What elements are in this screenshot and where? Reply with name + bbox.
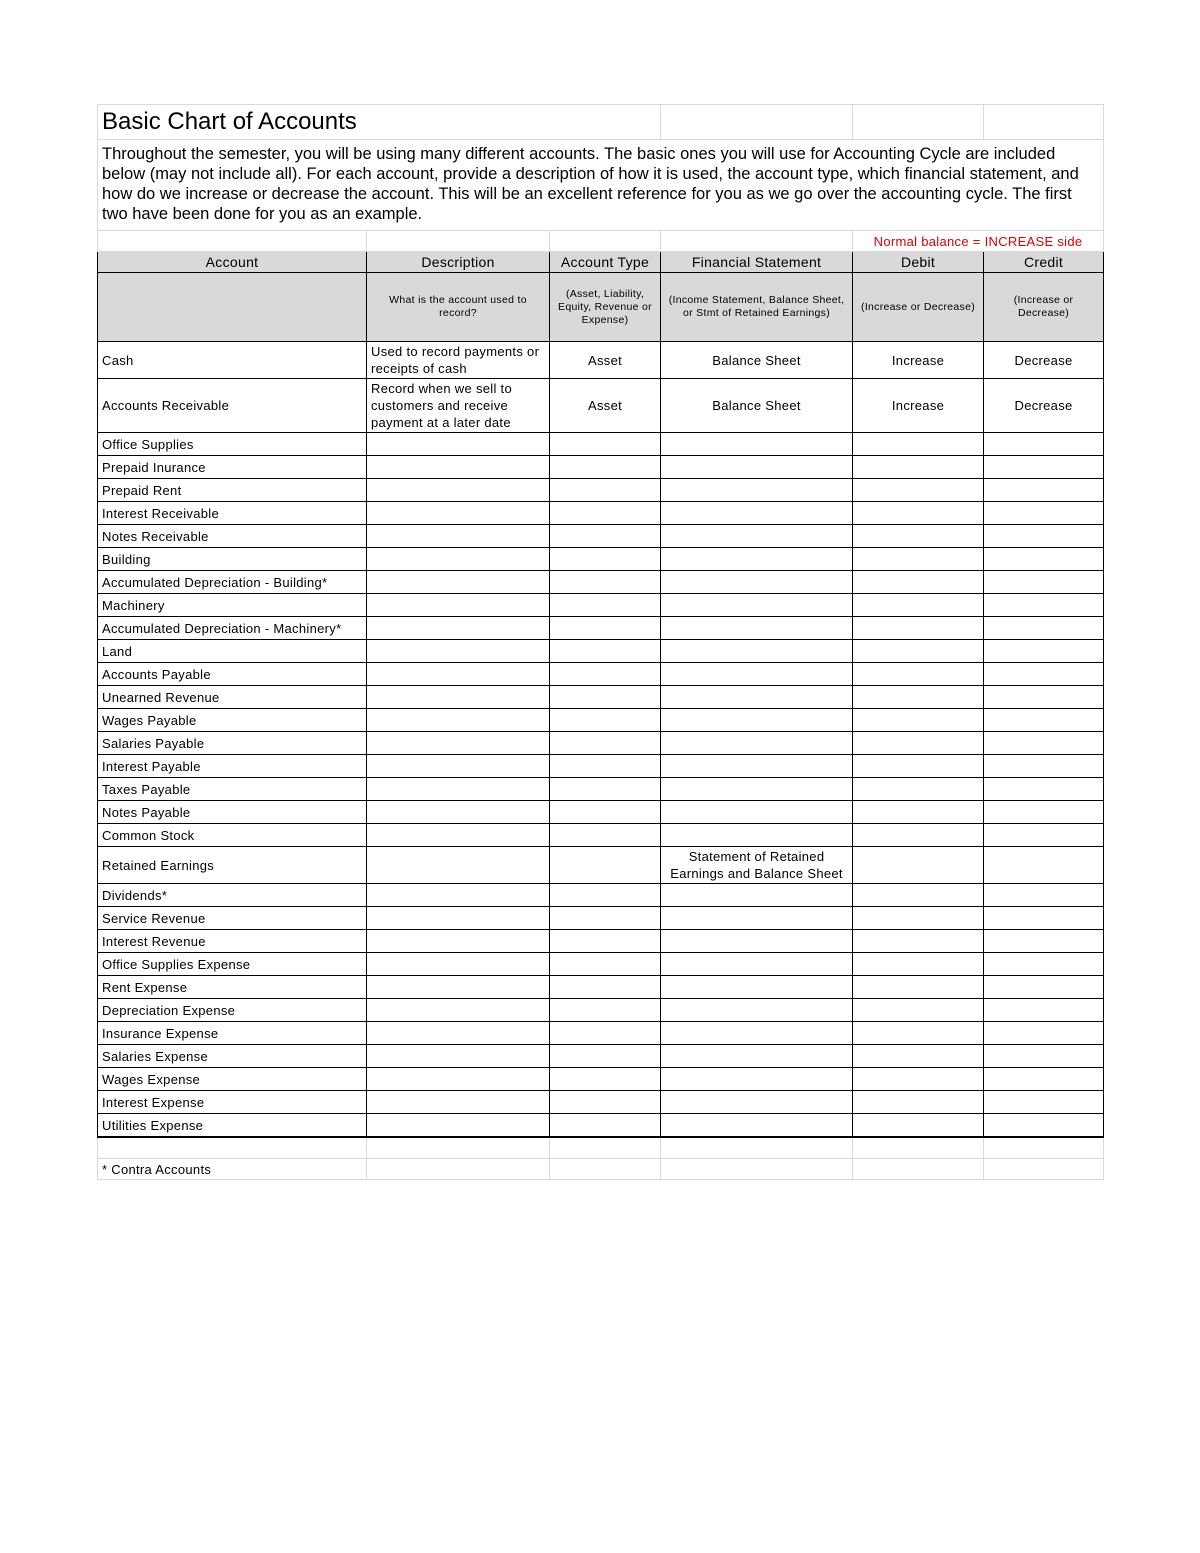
account-name-cell: Land [98, 640, 367, 663]
credit-cell[interactable] [984, 976, 1104, 999]
description-cell[interactable] [367, 640, 550, 663]
account-name-cell: Interest Expense [98, 1091, 367, 1114]
table-row [98, 1045, 1104, 1068]
account-type-cell[interactable] [550, 548, 661, 571]
account-type-cell[interactable] [550, 686, 661, 709]
account-name-cell: Retained Earnings [98, 847, 367, 884]
credit-cell[interactable] [984, 1045, 1104, 1068]
account-name-cell: Prepaid Inurance [98, 456, 367, 479]
debit-cell[interactable] [853, 884, 984, 907]
chart-of-accounts-sheet [97, 104, 1103, 1180]
account-type-cell[interactable] [550, 953, 661, 976]
debit-cell[interactable] [853, 953, 984, 976]
page-title: Basic Chart of Accounts [98, 105, 661, 140]
debit-cell[interactable] [853, 930, 984, 953]
account-type-cell[interactable] [550, 824, 661, 847]
account-name-cell: Interest Payable [98, 755, 367, 778]
credit-cell[interactable] [984, 732, 1104, 755]
credit-cell[interactable] [984, 778, 1104, 801]
account-name-cell: Taxes Payable [98, 778, 367, 801]
table-row [98, 1068, 1104, 1091]
credit-cell[interactable] [984, 709, 1104, 732]
debit-cell[interactable] [853, 548, 984, 571]
description-cell[interactable] [367, 594, 550, 617]
account-type-cell[interactable] [550, 1045, 661, 1068]
account-name-cell: Rent Expense [98, 976, 367, 999]
empty-cell [661, 231, 853, 252]
description-cell[interactable] [367, 824, 550, 847]
empty-cell [550, 1137, 661, 1159]
description-cell[interactable] [367, 976, 550, 999]
credit-cell[interactable]: Decrease [984, 342, 1104, 379]
table-row [98, 999, 1104, 1022]
account-type-cell[interactable] [550, 847, 661, 884]
table-row [98, 617, 1104, 640]
debit-cell[interactable] [853, 755, 984, 778]
financial-statement-cell[interactable] [661, 1091, 853, 1114]
account-name-cell: Interest Receivable [98, 502, 367, 525]
table-row [98, 930, 1104, 953]
credit-cell[interactable] [984, 847, 1104, 884]
description-cell[interactable] [367, 884, 550, 907]
credit-cell[interactable] [984, 594, 1104, 617]
debit-cell[interactable] [853, 617, 984, 640]
account-type-cell[interactable] [550, 1091, 661, 1114]
credit-cell[interactable] [984, 824, 1104, 847]
debit-cell[interactable]: Increase [853, 379, 984, 433]
normal-balance-note: Normal balance = INCREASE side [853, 231, 1104, 252]
account-name-cell: Wages Expense [98, 1068, 367, 1091]
financial-statement-cell[interactable] [661, 571, 853, 594]
header-credit: Credit [984, 252, 1104, 273]
account-name-cell: Accounts Receivable [98, 379, 367, 433]
description-cell[interactable] [367, 778, 550, 801]
description-cell[interactable] [367, 847, 550, 884]
debit-cell[interactable] [853, 640, 984, 663]
account-type-cell[interactable] [550, 907, 661, 930]
header-debit: Debit [853, 252, 984, 273]
description-cell[interactable] [367, 999, 550, 1022]
empty-cell [984, 1137, 1104, 1159]
debit-cell[interactable] [853, 1068, 984, 1091]
chart-of-accounts-table [97, 104, 1104, 1180]
account-type-cell[interactable] [550, 999, 661, 1022]
subheader-debit: (Increase or Decrease) [853, 273, 984, 342]
table-row [98, 456, 1104, 479]
account-type-cell[interactable] [550, 640, 661, 663]
financial-statement-cell[interactable] [661, 755, 853, 778]
header-row [98, 252, 1104, 273]
account-name-cell: Building [98, 548, 367, 571]
table-row [98, 479, 1104, 502]
account-name-cell: Accounts Payable [98, 663, 367, 686]
empty-cell [98, 231, 367, 252]
account-name-cell: Notes Receivable [98, 525, 367, 548]
account-name-cell: Notes Payable [98, 801, 367, 824]
credit-cell[interactable] [984, 1091, 1104, 1114]
account-type-cell[interactable] [550, 755, 661, 778]
debit-cell[interactable] [853, 686, 984, 709]
description-cell[interactable] [367, 732, 550, 755]
table-row [98, 778, 1104, 801]
table-row [98, 663, 1104, 686]
debit-cell[interactable] [853, 1045, 984, 1068]
table-row [98, 1022, 1104, 1045]
credit-cell[interactable] [984, 571, 1104, 594]
financial-statement-cell[interactable] [661, 433, 853, 456]
account-type-cell[interactable] [550, 801, 661, 824]
account-type-cell[interactable] [550, 1068, 661, 1091]
table-row [98, 1091, 1104, 1114]
account-name-cell: Dividends* [98, 884, 367, 907]
account-type-cell[interactable]: Asset [550, 342, 661, 379]
account-name-cell: Unearned Revenue [98, 686, 367, 709]
description-cell[interactable] [367, 525, 550, 548]
table-row [98, 755, 1104, 778]
credit-cell[interactable] [984, 502, 1104, 525]
debit-cell[interactable] [853, 1091, 984, 1114]
financial-statement-cell[interactable] [661, 732, 853, 755]
financial-statement-cell[interactable] [661, 456, 853, 479]
account-type-cell[interactable] [550, 663, 661, 686]
financial-statement-cell[interactable] [661, 1045, 853, 1068]
description-cell[interactable] [367, 1045, 550, 1068]
empty-cell [661, 1159, 853, 1180]
financial-statement-cell[interactable] [661, 953, 853, 976]
credit-cell[interactable] [984, 953, 1104, 976]
debit-cell[interactable] [853, 824, 984, 847]
debit-cell[interactable] [853, 571, 984, 594]
account-type-cell[interactable] [550, 502, 661, 525]
description-cell[interactable] [367, 456, 550, 479]
credit-cell[interactable] [984, 801, 1104, 824]
debit-cell[interactable] [853, 502, 984, 525]
account-name-cell: Cash [98, 342, 367, 379]
table-row [98, 379, 1104, 433]
credit-cell[interactable] [984, 479, 1104, 502]
table-row [98, 525, 1104, 548]
empty-cell [853, 1137, 984, 1159]
description-cell[interactable] [367, 1114, 550, 1138]
description-cell[interactable] [367, 907, 550, 930]
financial-statement-cell[interactable] [661, 824, 853, 847]
account-name-cell: Interest Revenue [98, 930, 367, 953]
table-row [98, 502, 1104, 525]
account-type-cell[interactable] [550, 930, 661, 953]
account-name-cell: Office Supplies Expense [98, 953, 367, 976]
table-row [98, 884, 1104, 907]
credit-cell[interactable] [984, 663, 1104, 686]
description-cell[interactable] [367, 1091, 550, 1114]
debit-cell[interactable] [853, 999, 984, 1022]
account-type-cell[interactable] [550, 456, 661, 479]
description-cell[interactable] [367, 1022, 550, 1045]
financial-statement-cell[interactable] [661, 999, 853, 1022]
financial-statement-cell[interactable] [661, 1068, 853, 1091]
table-row [98, 640, 1104, 663]
description-cell[interactable] [367, 801, 550, 824]
account-type-cell[interactable] [550, 778, 661, 801]
debit-cell[interactable] [853, 1114, 984, 1138]
financial-statement-cell[interactable] [661, 663, 853, 686]
debit-cell[interactable] [853, 778, 984, 801]
subheader-row [98, 273, 1104, 342]
financial-statement-cell[interactable] [661, 907, 853, 930]
debit-cell[interactable] [853, 709, 984, 732]
financial-statement-cell[interactable] [661, 778, 853, 801]
account-name-cell: Common Stock [98, 824, 367, 847]
financial-statement-cell[interactable] [661, 617, 853, 640]
description-cell[interactable] [367, 709, 550, 732]
debit-cell[interactable] [853, 907, 984, 930]
financial-statement-cell[interactable] [661, 594, 853, 617]
header-description: Description [367, 252, 550, 273]
account-name-cell: Wages Payable [98, 709, 367, 732]
financial-statement-cell[interactable]: Statement of Retained Earnings and Balance Sheet [661, 847, 853, 884]
debit-cell[interactable] [853, 479, 984, 502]
subheader-financial-statement: (Income Statement, Balance Sheet, or Stmt of Retained Earnings) [661, 273, 853, 342]
account-name-cell: Salaries Payable [98, 732, 367, 755]
description-cell[interactable] [367, 1068, 550, 1091]
account-name-cell: Accumulated Depreciation - Building* [98, 571, 367, 594]
debit-cell[interactable] [853, 433, 984, 456]
subheader-account-type: (Asset, Liability, Equity, Revenue or Expense) [550, 273, 661, 342]
credit-cell[interactable]: Decrease [984, 379, 1104, 433]
account-type-cell[interactable] [550, 433, 661, 456]
empty-cell [984, 1159, 1104, 1180]
footnote: * Contra Accounts [98, 1159, 367, 1180]
header-account-type: Account Type [550, 252, 661, 273]
financial-statement-cell[interactable] [661, 479, 853, 502]
table-row [98, 953, 1104, 976]
account-type-cell[interactable]: Asset [550, 379, 661, 433]
account-name-cell: Service Revenue [98, 907, 367, 930]
account-type-cell[interactable] [550, 884, 661, 907]
financial-statement-cell[interactable] [661, 976, 853, 999]
description-cell[interactable] [367, 433, 550, 456]
account-name-cell: Office Supplies [98, 433, 367, 456]
table-row [98, 342, 1104, 379]
description-cell[interactable] [367, 663, 550, 686]
table-row [98, 594, 1104, 617]
account-type-cell[interactable] [550, 1114, 661, 1138]
description-cell[interactable] [367, 571, 550, 594]
account-type-cell[interactable] [550, 571, 661, 594]
credit-cell[interactable] [984, 456, 1104, 479]
empty-cell [984, 105, 1104, 140]
account-type-cell[interactable] [550, 976, 661, 999]
debit-cell[interactable] [853, 1022, 984, 1045]
table-row [98, 686, 1104, 709]
description-cell[interactable] [367, 502, 550, 525]
table-row [98, 548, 1104, 571]
financial-statement-cell[interactable] [661, 502, 853, 525]
empty-cell [367, 1137, 550, 1159]
account-type-cell[interactable] [550, 617, 661, 640]
header-financial-statement: Financial Statement [661, 252, 853, 273]
empty-cell [853, 105, 984, 140]
credit-cell[interactable] [984, 1022, 1104, 1045]
table-row [98, 709, 1104, 732]
subheader-account [98, 273, 367, 342]
financial-statement-cell[interactable] [661, 1022, 853, 1045]
empty-cell [661, 1137, 853, 1159]
debit-cell[interactable] [853, 525, 984, 548]
credit-cell[interactable] [984, 930, 1104, 953]
description-cell[interactable]: Used to record payments or receipts of cash [367, 342, 550, 379]
account-name-cell: Accumulated Depreciation - Machinery* [98, 617, 367, 640]
credit-cell[interactable] [984, 1068, 1104, 1091]
table-row [98, 907, 1104, 930]
description-cell[interactable] [367, 755, 550, 778]
credit-cell[interactable] [984, 1114, 1104, 1138]
description-cell[interactable] [367, 930, 550, 953]
empty-cell [550, 1159, 661, 1180]
credit-cell[interactable] [984, 755, 1104, 778]
account-name-cell: Insurance Expense [98, 1022, 367, 1045]
credit-cell[interactable] [984, 525, 1104, 548]
description-cell[interactable] [367, 686, 550, 709]
financial-statement-cell[interactable] [661, 884, 853, 907]
description-cell[interactable] [367, 617, 550, 640]
credit-cell[interactable] [984, 640, 1104, 663]
debit-cell[interactable] [853, 976, 984, 999]
description-cell[interactable]: Record when we sell to customers and receive payment at a later date [367, 379, 550, 433]
credit-cell[interactable] [984, 907, 1104, 930]
account-name-cell: Prepaid Rent [98, 479, 367, 502]
financial-statement-cell[interactable] [661, 525, 853, 548]
credit-cell[interactable] [984, 433, 1104, 456]
debit-cell[interactable] [853, 732, 984, 755]
empty-cell [661, 105, 853, 140]
account-type-cell[interactable] [550, 709, 661, 732]
financial-statement-cell[interactable] [661, 548, 853, 571]
empty-cell [853, 1159, 984, 1180]
table-row [98, 976, 1104, 999]
financial-statement-cell[interactable] [661, 686, 853, 709]
table-row [98, 801, 1104, 824]
account-name-cell: Depreciation Expense [98, 999, 367, 1022]
subheader-credit: (Increase or Decrease) [984, 273, 1104, 342]
financial-statement-cell[interactable]: Balance Sheet [661, 379, 853, 433]
account-type-cell[interactable] [550, 525, 661, 548]
credit-cell[interactable] [984, 884, 1104, 907]
description-cell[interactable] [367, 548, 550, 571]
account-name-cell: Salaries Expense [98, 1045, 367, 1068]
subheader-description: What is the account used to record? [367, 273, 550, 342]
instructions-text: Throughout the semester, you will be using many different accounts. The basic ones you will use for Accounting Cycle are included below (may not include all). For each account, provide a description of how it is used, the account type, which financial statement, and how do we increase or decrease the account. This will be an excellent reference for you as we go over the accounting cycle. The first two have been done for you as an example. [98, 140, 1104, 231]
financial-statement-cell[interactable] [661, 709, 853, 732]
account-type-cell[interactable] [550, 479, 661, 502]
debit-cell[interactable] [853, 663, 984, 686]
financial-statement-cell[interactable] [661, 801, 853, 824]
account-name-cell: Machinery [98, 594, 367, 617]
empty-cell [367, 1159, 550, 1180]
header-account: Account [98, 252, 367, 273]
credit-cell[interactable] [984, 999, 1104, 1022]
credit-cell[interactable] [984, 686, 1104, 709]
empty-cell [367, 231, 550, 252]
account-type-cell[interactable] [550, 594, 661, 617]
financial-statement-cell[interactable]: Balance Sheet [661, 342, 853, 379]
credit-cell[interactable] [984, 617, 1104, 640]
description-cell[interactable] [367, 479, 550, 502]
table-row [98, 1114, 1104, 1138]
financial-statement-cell[interactable] [661, 640, 853, 663]
debit-cell[interactable]: Increase [853, 342, 984, 379]
debit-cell[interactable] [853, 456, 984, 479]
financial-statement-cell[interactable] [661, 930, 853, 953]
account-type-cell[interactable] [550, 732, 661, 755]
debit-cell[interactable] [853, 801, 984, 824]
credit-cell[interactable] [984, 548, 1104, 571]
financial-statement-cell[interactable] [661, 1114, 853, 1138]
empty-cell [98, 1137, 367, 1159]
table-row [98, 824, 1104, 847]
table-row [98, 433, 1104, 456]
empty-cell [550, 231, 661, 252]
account-name-cell: Utilities Expense [98, 1114, 367, 1138]
description-cell[interactable] [367, 953, 550, 976]
debit-cell[interactable] [853, 847, 984, 884]
table-row [98, 847, 1104, 884]
debit-cell[interactable] [853, 594, 984, 617]
table-row [98, 732, 1104, 755]
account-type-cell[interactable] [550, 1022, 661, 1045]
table-row [98, 571, 1104, 594]
